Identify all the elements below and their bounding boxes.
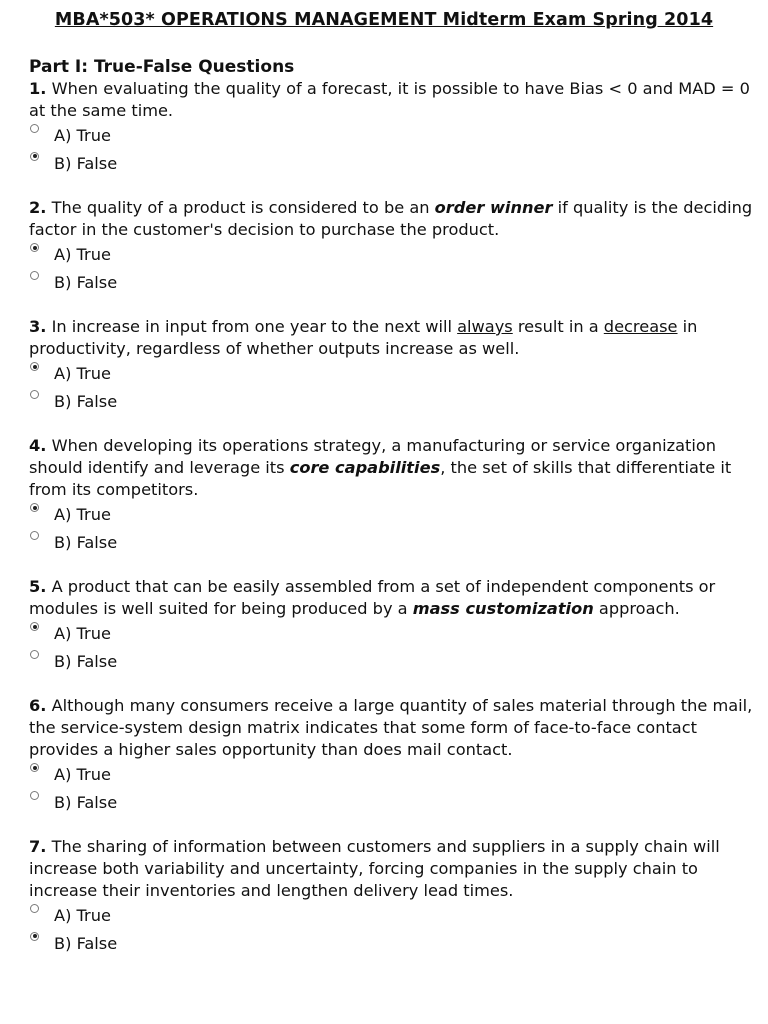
radio-selected-icon[interactable] <box>30 243 39 252</box>
answer-option-label: A) True <box>54 245 111 264</box>
answer-option-b[interactable] <box>29 529 754 557</box>
emphasized-term: core capabilities <box>289 458 441 477</box>
question-text-segment: approach. <box>593 599 680 618</box>
question-text <box>29 435 754 501</box>
question-7 <box>29 836 754 957</box>
part-title: Part I: True-False Questions <box>29 57 295 77</box>
answer-option-label: B) False <box>54 933 118 953</box>
question-text-segment: if quality is the deciding factor in the customer's decision to purchase the product. <box>29 198 753 239</box>
answer-option-label: A) True <box>54 505 111 524</box>
radio-dot-icon <box>33 766 37 770</box>
question-text-segment: When evaluating the quality of a forecast, it is possible to have Bias < 0 and MAD = 0 at the same time. <box>29 79 750 120</box>
radio-dot-icon <box>33 246 37 250</box>
exam-content <box>29 56 754 957</box>
answer-option-b[interactable] <box>29 269 754 297</box>
radio-selected-icon[interactable] <box>30 622 39 631</box>
answer-option-b[interactable] <box>29 789 754 817</box>
answer-option-label: B) False <box>54 153 118 173</box>
answer-option-label: B) False <box>54 272 118 292</box>
answer-option-label: A) True <box>54 906 111 925</box>
question-text-segment: In increase in input from one year to the next will <box>46 317 458 336</box>
question-text <box>29 197 754 241</box>
question-number: 2. <box>29 198 47 217</box>
question-3 <box>29 316 754 415</box>
answer-option-label: A) True <box>54 126 111 145</box>
answer-option-label: B) False <box>54 391 118 411</box>
answer-option-a[interactable] <box>29 122 754 150</box>
question-text <box>29 78 754 122</box>
answer-option-a[interactable] <box>29 902 754 930</box>
question-text <box>29 695 754 761</box>
radio-unselected-icon[interactable] <box>30 650 39 659</box>
answer-option-a[interactable] <box>29 360 754 388</box>
answer-option-label: B) False <box>54 532 118 552</box>
answer-option-b[interactable] <box>29 648 754 676</box>
radio-unselected-icon[interactable] <box>30 271 39 280</box>
radio-unselected-icon[interactable] <box>30 531 39 540</box>
question-text-segment: The sharing of information between customers and suppliers in a supply chain will increase both variability and uncertainty, forcing companies in the supply chain to increase their inventories and lengthen delivery lead times. <box>29 837 720 900</box>
question-1 <box>29 78 754 177</box>
answer-option-label: B) False <box>54 792 118 812</box>
exam-title: MBA*503* OPERATIONS MANAGEMENT Midterm Exam Spring 2014 <box>54 10 714 30</box>
answer-option-a[interactable] <box>29 241 754 269</box>
question-number: 6. <box>29 696 47 715</box>
question-text-segment: Although many consumers receive a large quantity of sales material through the mail, the service-system design matrix indicates that some form of face-to-face contact provides a higher sales opportunity than does mail contact. <box>29 696 753 759</box>
radio-unselected-icon[interactable] <box>30 904 39 913</box>
underlined-term: decrease <box>603 317 678 336</box>
question-list <box>29 78 754 957</box>
answer-option-label: A) True <box>54 364 111 383</box>
radio-selected-icon[interactable] <box>30 932 39 941</box>
emphasized-term: mass customization <box>412 599 594 618</box>
question-text <box>29 836 754 902</box>
radio-selected-icon[interactable] <box>30 362 39 371</box>
answer-option-label: A) True <box>54 624 111 643</box>
question-text-segment: result in a <box>512 317 604 336</box>
question-4 <box>29 435 754 556</box>
question-number: 4. <box>29 436 47 455</box>
radio-dot-icon <box>33 506 37 510</box>
radio-unselected-icon[interactable] <box>30 390 39 399</box>
question-6 <box>29 695 754 816</box>
emphasized-term: order winner <box>434 198 553 217</box>
question-text-segment: in productivity, regardless of whether outputs increase as well. <box>29 317 698 358</box>
answer-option-a[interactable] <box>29 501 754 529</box>
radio-selected-icon[interactable] <box>30 763 39 772</box>
radio-unselected-icon[interactable] <box>30 124 39 133</box>
question-5 <box>29 576 754 675</box>
question-text-segment: The quality of a product is considered to be an <box>46 198 435 217</box>
question-text <box>29 576 754 620</box>
question-text <box>29 316 754 360</box>
question-number: 7. <box>29 837 47 856</box>
answer-option-b[interactable] <box>29 930 754 958</box>
answer-option-b[interactable] <box>29 150 754 178</box>
question-2 <box>29 197 754 296</box>
question-text-segment: When developing its operations strategy, a manufacturing or service organization should identify and leverage its <box>29 436 717 477</box>
question-number: 1. <box>29 79 47 98</box>
question-number: 5. <box>29 577 47 596</box>
radio-dot-icon <box>33 365 37 369</box>
radio-dot-icon <box>33 934 37 938</box>
answer-option-label: A) True <box>54 765 111 784</box>
radio-unselected-icon[interactable] <box>30 791 39 800</box>
answer-option-label: B) False <box>54 651 118 671</box>
radio-dot-icon <box>33 154 37 158</box>
question-number: 3. <box>29 317 47 336</box>
question-text-segment: , the set of skills that differentiate it from its competitors. <box>29 458 732 499</box>
radio-dot-icon <box>33 625 37 629</box>
answer-option-a[interactable] <box>29 620 754 648</box>
underlined-term: always <box>457 317 513 336</box>
radio-selected-icon[interactable] <box>30 152 39 161</box>
question-text-segment: A product that can be easily assembled from a set of independent components or modules is well suited for being produced by a <box>29 577 716 618</box>
answer-option-a[interactable] <box>29 761 754 789</box>
radio-selected-icon[interactable] <box>30 503 39 512</box>
answer-option-b[interactable] <box>29 388 754 416</box>
